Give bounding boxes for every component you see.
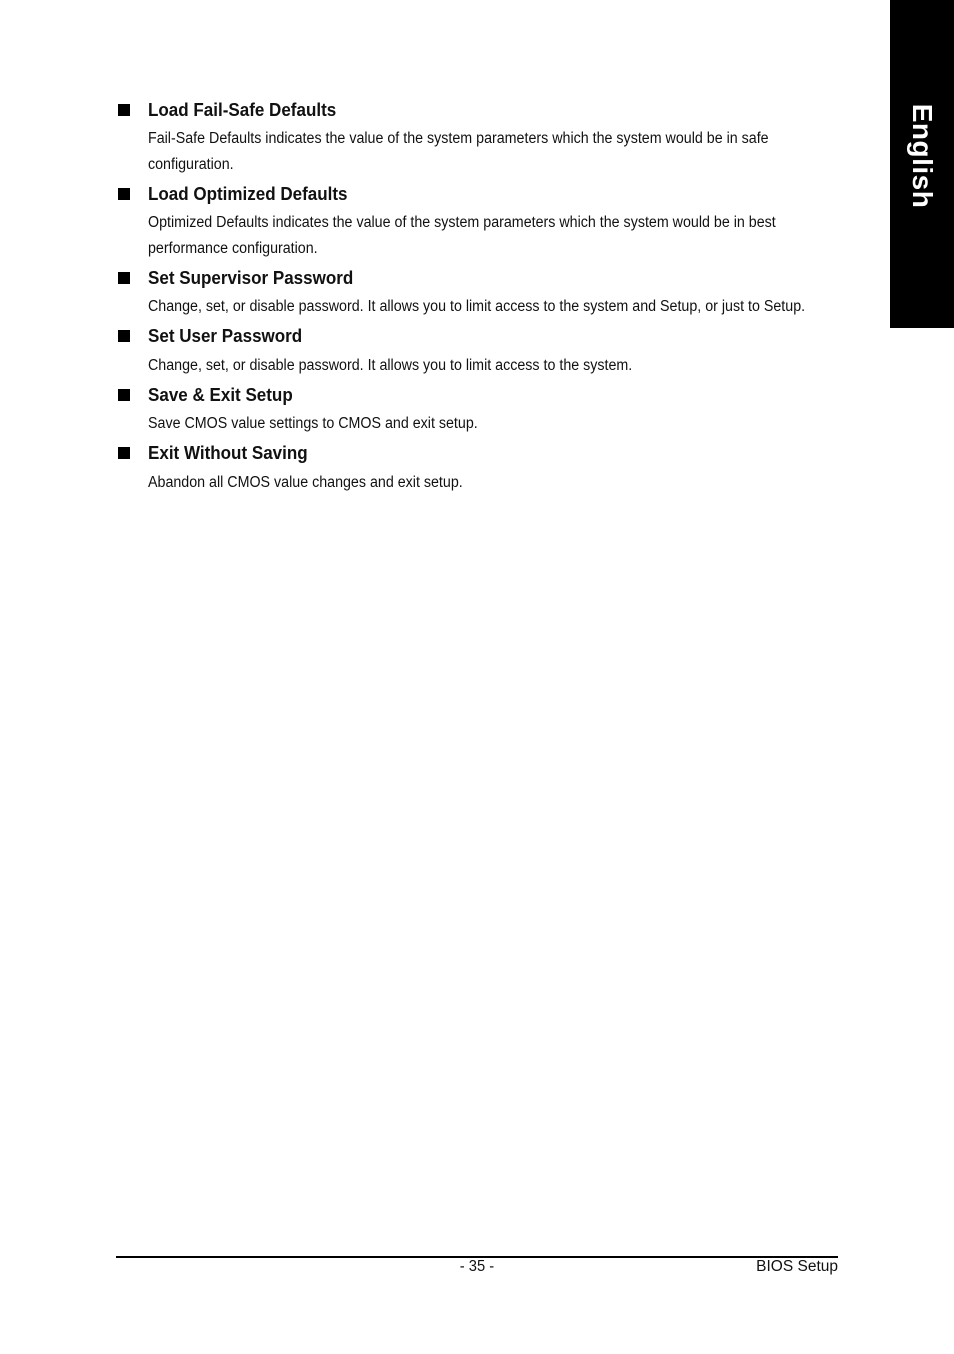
- square-bullet-icon: [118, 330, 130, 342]
- square-bullet-icon: [118, 104, 130, 116]
- menu-items-list: [116, 96, 846, 498]
- language-tab-label: English: [907, 103, 938, 209]
- item-title: Set User Password: [148, 325, 303, 346]
- square-bullet-icon: [118, 272, 130, 284]
- item-description: Save CMOS value settings to CMOS and exit setup.: [148, 415, 478, 432]
- menu-item-load-optimized-defaults: [116, 180, 846, 264]
- square-bullet-icon: [118, 389, 130, 401]
- footer-section-title: BIOS Setup: [756, 1258, 838, 1275]
- item-title: Save & Exit Setup: [148, 383, 293, 405]
- item-title: Load Fail-Safe Defaults: [148, 98, 337, 120]
- item-description: Change, set, or disable password. It allows you to limit access to the system and Setup, or just to Setup.: [148, 298, 806, 315]
- item-title: Exit Without Saving: [148, 442, 308, 463]
- item-description: Fail-Safe Defaults indicates the value of the system parameters which the system would be in safe configuration.: [148, 130, 769, 173]
- item-description: Optimized Defaults indicates the value of the system parameters which the system would be in best performance configuration.: [148, 214, 776, 257]
- item-description: Change, set, or disable password. It allows you to limit access to the system.: [148, 356, 633, 374]
- menu-item-save-exit-setup: [116, 381, 846, 440]
- page-number: - 35 -: [459, 1258, 495, 1275]
- menu-item-exit-without-saving: [116, 440, 846, 499]
- square-bullet-icon: [118, 447, 130, 459]
- item-title: Set Supervisor Password: [148, 266, 354, 288]
- square-bullet-icon: [118, 188, 130, 200]
- item-title: Load Optimized Defaults: [148, 182, 348, 204]
- item-description: Abandon all CMOS value changes and exit setup.: [148, 473, 463, 491]
- menu-item-set-user-password: [116, 323, 846, 382]
- language-tab: [890, 0, 954, 328]
- menu-item-load-fail-safe-defaults: [116, 96, 846, 180]
- menu-item-set-supervisor-password: [116, 264, 846, 323]
